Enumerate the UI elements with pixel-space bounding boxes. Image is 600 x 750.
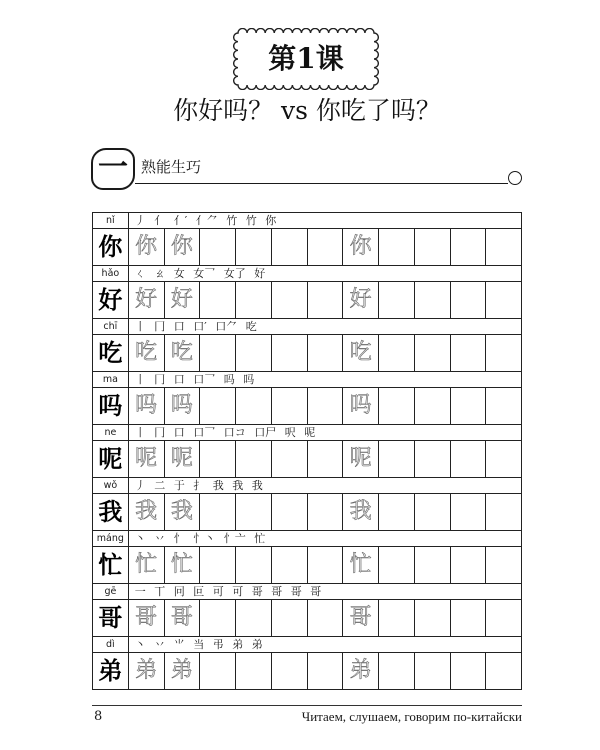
writing-cell xyxy=(308,229,344,266)
pinyin-label: hǎo xyxy=(93,266,129,282)
writing-cell xyxy=(451,653,487,690)
writing-cell xyxy=(415,282,451,319)
book-title: Читаем, слушаем, говорим по-китайски xyxy=(301,709,522,724)
model-character: 你 xyxy=(93,229,129,266)
stroke-order: 丶 丷 ⺌ 当 弔 弟 弟 xyxy=(129,637,522,653)
page-number: 8 xyxy=(94,709,103,724)
trace-character: 好 xyxy=(129,282,165,319)
pinyin-label: máng xyxy=(93,531,129,547)
writing-cell xyxy=(272,494,308,531)
page-title: 你好吗？ vs 你吃了吗？ xyxy=(173,96,441,125)
trace-character: 弟 xyxy=(165,653,201,690)
trace-character: 吗 xyxy=(165,388,201,425)
stroke-order: 丶 丷 忄 忄丶 忄亠 忙 xyxy=(129,531,522,547)
pinyin-label: gē xyxy=(93,584,129,600)
model-character: 吗 xyxy=(93,388,129,425)
writing-cell xyxy=(415,494,451,531)
model-character: 我 xyxy=(93,494,129,531)
writing-cell xyxy=(308,282,344,319)
writing-cell xyxy=(200,335,236,372)
trace-character: 弟 xyxy=(129,653,165,690)
model-character: 弟 xyxy=(93,653,129,690)
writing-cell xyxy=(236,388,272,425)
pinyin-label: chī xyxy=(93,319,129,335)
trace-character: 哥 xyxy=(343,600,379,637)
writing-cell xyxy=(379,229,415,266)
writing-cell xyxy=(236,653,272,690)
trace-character: 哥 xyxy=(129,600,165,637)
writing-cell xyxy=(415,335,451,372)
pinyin-label: wǒ xyxy=(93,478,129,494)
writing-cell xyxy=(415,547,451,584)
writing-cell xyxy=(272,388,308,425)
writing-cell xyxy=(200,388,236,425)
writing-cell xyxy=(379,282,415,319)
writing-cell xyxy=(308,600,344,637)
model-character: 吃 xyxy=(93,335,129,372)
section-number: 一 xyxy=(91,148,135,190)
writing-cell xyxy=(236,600,272,637)
trace-character: 好 xyxy=(165,282,201,319)
writing-cell xyxy=(236,335,272,372)
writing-cell xyxy=(236,441,272,478)
stroke-order: 丨 冂 口 口乛 吗 吗 xyxy=(129,372,522,388)
trace-character: 忙 xyxy=(129,547,165,584)
writing-cell xyxy=(486,441,522,478)
trace-character: 忙 xyxy=(165,547,201,584)
writing-cell xyxy=(272,600,308,637)
writing-cell xyxy=(486,388,522,425)
stroke-order: ㄑ ㄠ 女 女乛 女了 好 xyxy=(129,266,522,282)
writing-cell xyxy=(200,441,236,478)
writing-cell xyxy=(451,441,487,478)
writing-cell xyxy=(200,282,236,319)
trace-character: 我 xyxy=(129,494,165,531)
writing-cell xyxy=(486,653,522,690)
stroke-order: 丨 冂 口 口′ 口⺈ 吃 xyxy=(129,319,522,335)
trace-character: 呢 xyxy=(343,441,379,478)
writing-cell xyxy=(415,388,451,425)
trace-character: 呢 xyxy=(129,441,165,478)
writing-cell xyxy=(236,494,272,531)
trace-character: 吗 xyxy=(343,388,379,425)
writing-cell xyxy=(200,653,236,690)
trace-character: 哥 xyxy=(165,600,201,637)
writing-cell xyxy=(379,653,415,690)
writing-cell xyxy=(415,441,451,478)
model-character: 呢 xyxy=(93,441,129,478)
writing-cell xyxy=(379,335,415,372)
writing-cell xyxy=(200,547,236,584)
writing-cell xyxy=(236,282,272,319)
writing-cell xyxy=(379,600,415,637)
trace-character: 你 xyxy=(343,229,379,266)
stroke-order: 一 丅 冋 叵 可 可 哥 哥 哥 哥 xyxy=(129,584,522,600)
writing-cell xyxy=(236,547,272,584)
writing-cell xyxy=(451,388,487,425)
trace-character: 吃 xyxy=(343,335,379,372)
section-rule-end-circle xyxy=(508,171,522,185)
writing-cell xyxy=(451,335,487,372)
writing-cell xyxy=(379,547,415,584)
writing-cell xyxy=(486,229,522,266)
writing-cell xyxy=(415,229,451,266)
model-character: 哥 xyxy=(93,600,129,637)
writing-cell xyxy=(451,229,487,266)
trace-character: 我 xyxy=(165,494,201,531)
writing-cell xyxy=(451,600,487,637)
writing-cell xyxy=(486,600,522,637)
trace-character: 呢 xyxy=(165,441,201,478)
writing-cell xyxy=(200,229,236,266)
trace-character: 你 xyxy=(129,229,165,266)
writing-cell xyxy=(308,547,344,584)
writing-cell xyxy=(308,441,344,478)
trace-character: 好 xyxy=(343,282,379,319)
writing-cell xyxy=(415,653,451,690)
trace-character: 弟 xyxy=(343,653,379,690)
trace-character: 你 xyxy=(165,229,201,266)
practice-grid xyxy=(92,212,522,690)
writing-cell xyxy=(272,653,308,690)
trace-character: 我 xyxy=(343,494,379,531)
writing-cell xyxy=(308,653,344,690)
pinyin-label: ne xyxy=(93,425,129,441)
trace-character: 吃 xyxy=(165,335,201,372)
writing-cell xyxy=(200,494,236,531)
writing-cell xyxy=(272,441,308,478)
writing-cell xyxy=(272,335,308,372)
writing-cell xyxy=(308,388,344,425)
pinyin-label: nǐ xyxy=(93,213,129,229)
stroke-order: 丿 二 于 扌 我 我 我 xyxy=(129,478,522,494)
writing-cell xyxy=(451,547,487,584)
stroke-order: 丿 亻 亻′ 亻⺈ 竹 竹 你 xyxy=(129,213,522,229)
writing-cell xyxy=(379,494,415,531)
section-title: 熟能生巧 xyxy=(141,158,202,176)
writing-cell xyxy=(415,600,451,637)
writing-cell xyxy=(308,335,344,372)
writing-cell xyxy=(200,600,236,637)
trace-character: 吃 xyxy=(129,335,165,372)
writing-cell xyxy=(272,282,308,319)
writing-cell xyxy=(379,441,415,478)
writing-cell xyxy=(308,494,344,531)
writing-cell xyxy=(486,335,522,372)
writing-cell xyxy=(451,282,487,319)
writing-cell xyxy=(236,229,272,266)
writing-cell xyxy=(379,388,415,425)
footer-rule xyxy=(92,705,522,706)
writing-cell xyxy=(486,547,522,584)
writing-cell xyxy=(272,229,308,266)
pinyin-label: dì xyxy=(93,637,129,653)
writing-cell xyxy=(486,494,522,531)
model-character: 忙 xyxy=(93,547,129,584)
lesson-label: 第1课 xyxy=(268,42,344,75)
writing-cell xyxy=(486,282,522,319)
trace-character: 忙 xyxy=(343,547,379,584)
writing-cell xyxy=(272,547,308,584)
trace-character: 吗 xyxy=(129,388,165,425)
writing-cell xyxy=(451,494,487,531)
model-character: 好 xyxy=(93,282,129,319)
pinyin-label: ma xyxy=(93,372,129,388)
section-rule xyxy=(135,183,508,184)
stroke-order: 丨 冂 口 口乛 口コ 口尸 呎 呢 xyxy=(129,425,522,441)
